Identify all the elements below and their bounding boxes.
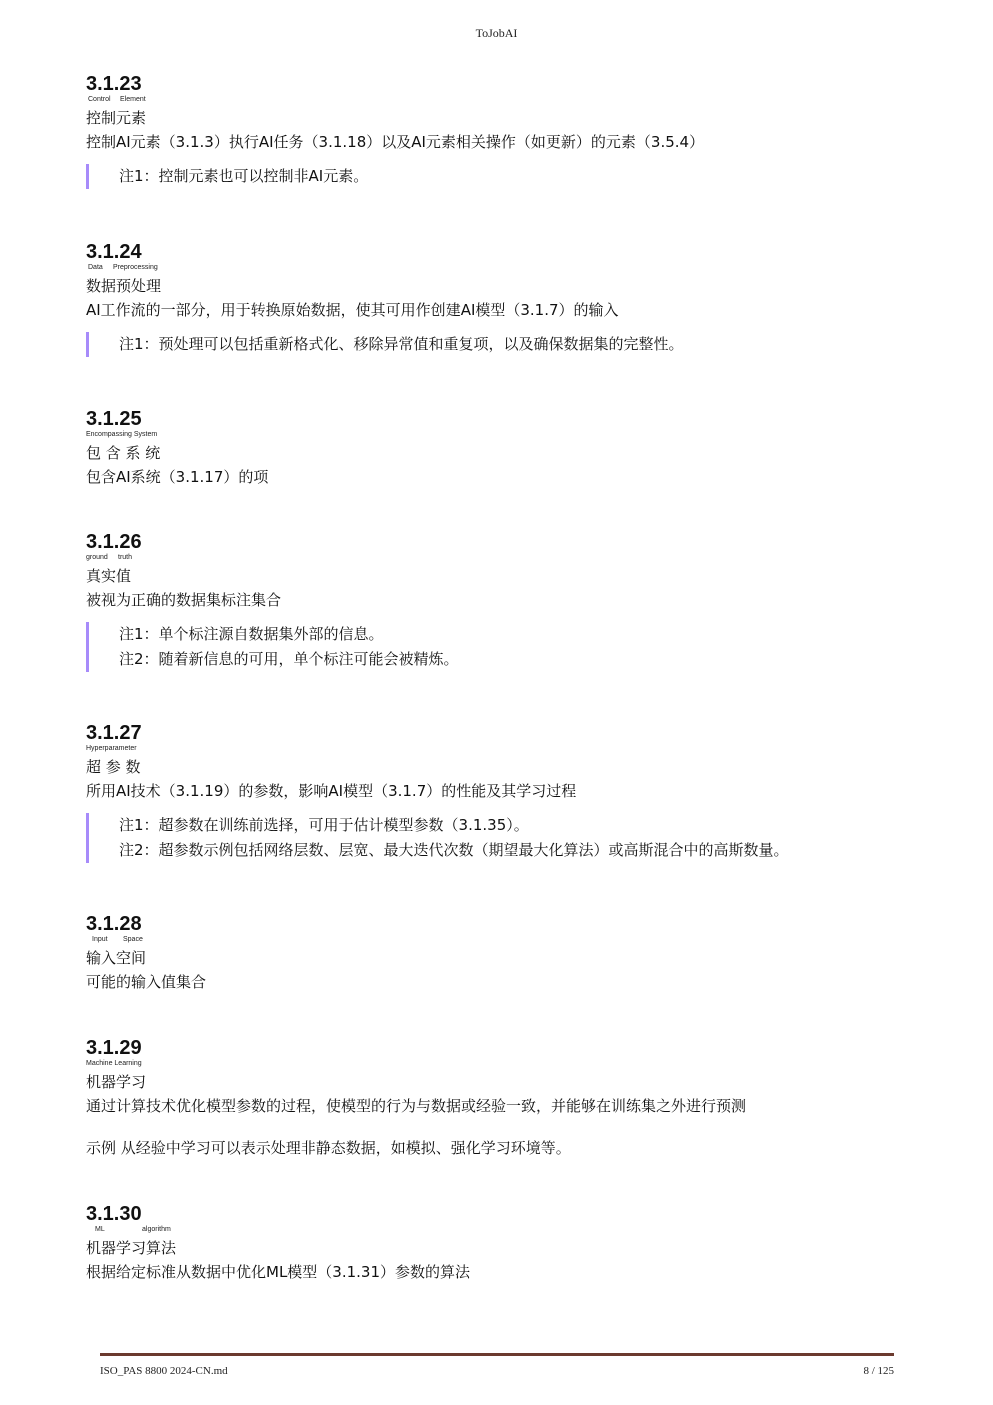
term-number: 3.1.23 <box>86 73 142 95</box>
term-english-name: Preprocessing <box>113 264 158 271</box>
term-english-name: Space <box>123 936 143 943</box>
term-name <box>86 96 906 140</box>
term-definition: 通过计算技术优化模型参数的过程，使模型的行为与数据或经验一致，并能够在训练集之外进行预测 <box>86 1097 747 1115</box>
term-name <box>86 264 906 308</box>
note: 注1：预处理可以包括重新格式化、移除异常值和重复项，以及确保数据集的完整性。 <box>119 335 684 353</box>
term-english-name: truth <box>118 554 133 561</box>
term-3-1-30 <box>86 1202 906 1282</box>
page-header: ToJobAI <box>475 26 518 40</box>
note-block <box>86 332 906 357</box>
term-definition: 包含AI系统（3.1.17）的项 <box>86 468 269 486</box>
note-block <box>86 622 906 672</box>
term-number: 3.1.25 <box>86 408 142 430</box>
term-definition: 可能的输入值集合 <box>86 973 207 991</box>
term-number: 3.1.29 <box>86 1037 142 1059</box>
term-name <box>86 431 906 475</box>
term-3-1-26 <box>86 530 906 672</box>
note: 注1：单个标注源自数据集外部的信息。 <box>119 625 384 643</box>
term-chinese-name: 机器学习 <box>86 1073 147 1091</box>
term-chinese-name: 机器学习算法 <box>86 1239 177 1257</box>
term-name <box>86 936 906 980</box>
term-name <box>86 554 906 598</box>
note-block <box>86 164 906 189</box>
term-english-name: algorithm <box>142 1226 171 1233</box>
term-chinese-name: 包 含 系 统 <box>86 444 161 462</box>
term-chinese-name: 输入空间 <box>86 949 147 967</box>
term-english-name: Data <box>88 264 103 271</box>
term-english-name: Hyperparameter <box>86 745 137 752</box>
term-name <box>86 1060 906 1104</box>
term-3-1-24 <box>86 240 906 357</box>
term-definition: 控制AI元素（3.1.3）执行AI任务（3.1.18）以及AI元素相关操作（如更新）的元素（3.5.4） <box>86 133 705 151</box>
term-number: 3.1.26 <box>86 531 142 553</box>
term-definition: 被视为正确的数据集标注集合 <box>86 591 282 609</box>
term-chinese-name: 数据预处理 <box>86 277 162 295</box>
term-english-name: ML <box>95 1226 105 1233</box>
term-name <box>86 1226 906 1270</box>
term-english-name: Control <box>88 96 111 103</box>
term-english-name: Element <box>120 96 146 103</box>
footer-filename: ISO_PAS 8800 2024-CN.md <box>100 1365 228 1377</box>
term-3-1-25 <box>86 407 906 487</box>
note: 注2：超参数示例包括网络层数、层宽、最大迭代次数（期望最大化算法）或高斯混合中的高斯数量。 <box>119 841 789 859</box>
term-name <box>86 745 906 789</box>
term-number: 3.1.28 <box>86 913 142 935</box>
note: 注1：超参数在训练前选择，可用于估计模型参数（3.1.35）。 <box>119 816 529 834</box>
term-definition: AI工作流的一部分，用于转换原始数据，使其可用作创建AI模型（3.1.7）的输入 <box>86 301 619 319</box>
term-chinese-name: 真实值 <box>86 567 132 585</box>
term-english-name: Input <box>92 936 108 943</box>
term-3-1-27 <box>86 721 906 863</box>
note-block <box>86 813 906 863</box>
footer-divider <box>100 1353 894 1356</box>
footer-page-number: 8 / 125 <box>863 1365 894 1377</box>
term-english-name: Machine Learning <box>86 1060 142 1067</box>
note: 注2：随着新信息的可用，单个标注可能会被精炼。 <box>119 650 459 668</box>
term-chinese-name: 控制元素 <box>86 109 147 127</box>
term-number: 3.1.24 <box>86 241 142 263</box>
example-text: 示例 从经验中学习可以表示处理非静态数据，如模拟、强化学习环境等。 <box>86 1139 571 1157</box>
note: 注1：控制元素也可以控制非AI元素。 <box>119 167 369 185</box>
term-3-1-28 <box>86 912 906 992</box>
term-3-1-29 <box>86 1036 906 1158</box>
term-definition: 所用AI技术（3.1.19）的参数，影响AI模型（3.1.7）的性能及其学习过程 <box>86 782 577 800</box>
term-3-1-23 <box>86 72 906 189</box>
term-number: 3.1.27 <box>86 722 142 744</box>
term-number: 3.1.30 <box>86 1203 142 1225</box>
term-definition: 根据给定标准从数据中优化ML模型（3.1.31）参数的算法 <box>86 1263 471 1281</box>
term-english-name: Encompassing System <box>86 431 158 438</box>
term-english-name: ground <box>86 554 108 561</box>
term-chinese-name: 超 参 数 <box>86 758 141 776</box>
